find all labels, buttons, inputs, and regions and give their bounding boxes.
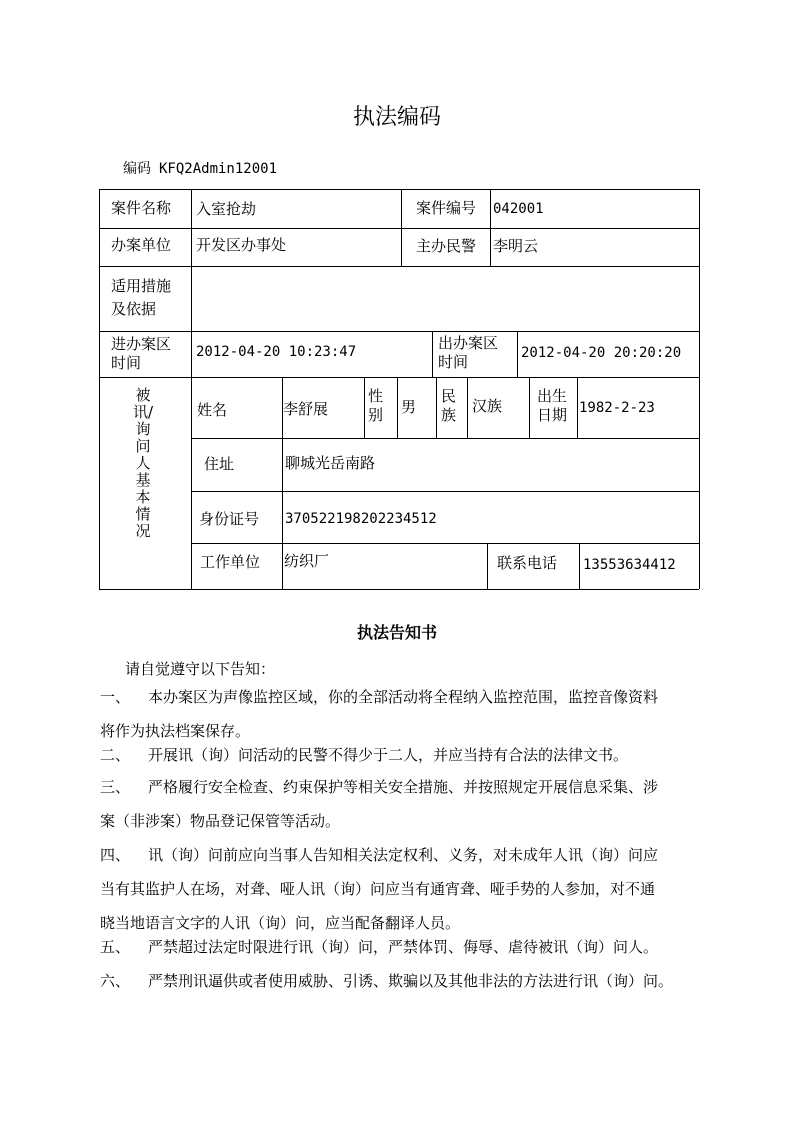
notice-item-3-line-2: 案（非涉案）物品登记保管等活动。	[100, 812, 341, 830]
case-name-label: 案件名称	[111, 199, 172, 217]
enter-label-line-1: 进办案区	[111, 335, 172, 353]
ethnic-value: 汉族	[472, 397, 503, 415]
address-value: 聊城光岳南路	[285, 454, 376, 472]
case-name-value: 入室抢劫	[196, 200, 257, 218]
gender-label-line-1: 性	[368, 387, 384, 405]
notice-item-6-num: 六、	[100, 972, 131, 990]
person-section-label: 被讯/询问人基本情况	[133, 386, 154, 540]
page-title: 执法编码	[352, 105, 441, 130]
notice-item-2-line-1: 开展讯（询）问活动的民警不得少于二人，并应当持有合法的法律文书。	[148, 746, 629, 764]
name-value: 李舒展	[283, 400, 329, 418]
work-label: 工作单位	[200, 553, 261, 571]
exit-label-line-1: 出办案区	[438, 334, 499, 352]
notice-item-4-line-2: 当有其监护人在场，对聋、哑人讯（询）问应当有通宵聋、哑手势的人参加，对不通	[100, 880, 656, 898]
unit-label: 办案单位	[111, 236, 172, 254]
address-label: 住址	[204, 455, 235, 473]
notice-item-5-num: 五、	[100, 938, 131, 956]
measures-label-line-1: 适用措施	[111, 277, 172, 295]
gender-value: 男	[401, 398, 417, 416]
notice-item-2	[100, 738, 710, 772]
notice-item-1-num: 一、	[100, 688, 131, 706]
notice-item-4	[100, 838, 710, 940]
notice-item-1-line-2: 将作为执法档案保存。	[100, 722, 251, 740]
enter-label-line-2: 时间	[111, 354, 142, 372]
exit-label-line-2: 时间	[438, 353, 469, 371]
notice-item-3-line-1: 严格履行安全检查、约束保护等相关安全措施、并按照规定开展信息采集、涉	[148, 778, 659, 796]
ethnic-label-line-2: 族	[441, 406, 457, 424]
exit-time-value: 2012-04-20 20:20:20	[521, 345, 682, 361]
notice-item-6-line-1: 严禁刑讯逼供或者使用威胁、引诱、欺骗以及其他非法的方法进行讯（询）问。	[148, 972, 674, 990]
enter-time-label	[111, 335, 171, 373]
notice-item-5-line-1: 严禁超过法定时限进行讯（询）问，严禁体罚、侮辱、虐待被讯（询）问人。	[148, 938, 659, 956]
case-code-value: KFQ2Admin12001	[159, 161, 278, 177]
case-no-value: 042001	[493, 201, 544, 217]
birth-label	[537, 387, 567, 425]
notice-item-2-num: 二、	[100, 746, 131, 764]
notice-item-1-line-1: 本办案区为声像监控区域，你的全部活动将全程纳入监控范围，监控音像资料	[148, 688, 659, 706]
measures-label	[111, 277, 171, 319]
work-value: 纺织厂	[284, 552, 330, 570]
notice-item-4-num: 四、	[100, 846, 131, 864]
gender-label	[368, 387, 383, 425]
officer-value: 李明云	[493, 237, 539, 255]
ethnic-label-line-1: 民	[441, 387, 457, 405]
case-code-label: 编码	[123, 161, 151, 177]
birth-label-line-2: 日期	[537, 406, 568, 424]
id-value: 370522198202234512	[285, 511, 437, 527]
officer-label: 主办民警	[416, 237, 477, 255]
notice-item-3-num: 三、	[100, 778, 131, 796]
birth-value: 1982-2-23	[579, 400, 655, 416]
notice-item-4-line-3: 晓当地语言文字的人讯（询）问，应当配备翻译人员。	[100, 914, 461, 932]
case-code	[123, 158, 277, 178]
case-info-table	[99, 189, 699, 589]
phone-label: 联系电话	[497, 554, 558, 572]
exit-time-label	[438, 334, 498, 372]
name-label: 姓名	[197, 401, 228, 419]
notice-item-3	[100, 770, 710, 838]
unit-value: 开发区办事处	[196, 236, 287, 254]
gender-label-line-2: 别	[368, 406, 384, 424]
measures-label-line-2: 及依据	[111, 300, 157, 318]
notice-item-5	[100, 930, 710, 964]
id-label: 身份证号	[199, 510, 260, 528]
notice-item-6	[100, 964, 710, 998]
enter-time-value: 2012-04-20 10:23:47	[196, 344, 357, 360]
birth-label-line-1: 出生	[537, 387, 568, 405]
phone-value: 13553634412	[583, 557, 676, 573]
notice-item-4-line-1: 讯（询）问前应向当事人告知相关法定权利、义务，对未成年人讯（询）问应	[148, 846, 659, 864]
notice-title: 执法告知书	[356, 623, 437, 642]
ethnic-label	[441, 387, 456, 425]
case-no-label: 案件编号	[416, 199, 477, 217]
notice-intro: 请自觉遵守以下告知：	[125, 660, 276, 678]
